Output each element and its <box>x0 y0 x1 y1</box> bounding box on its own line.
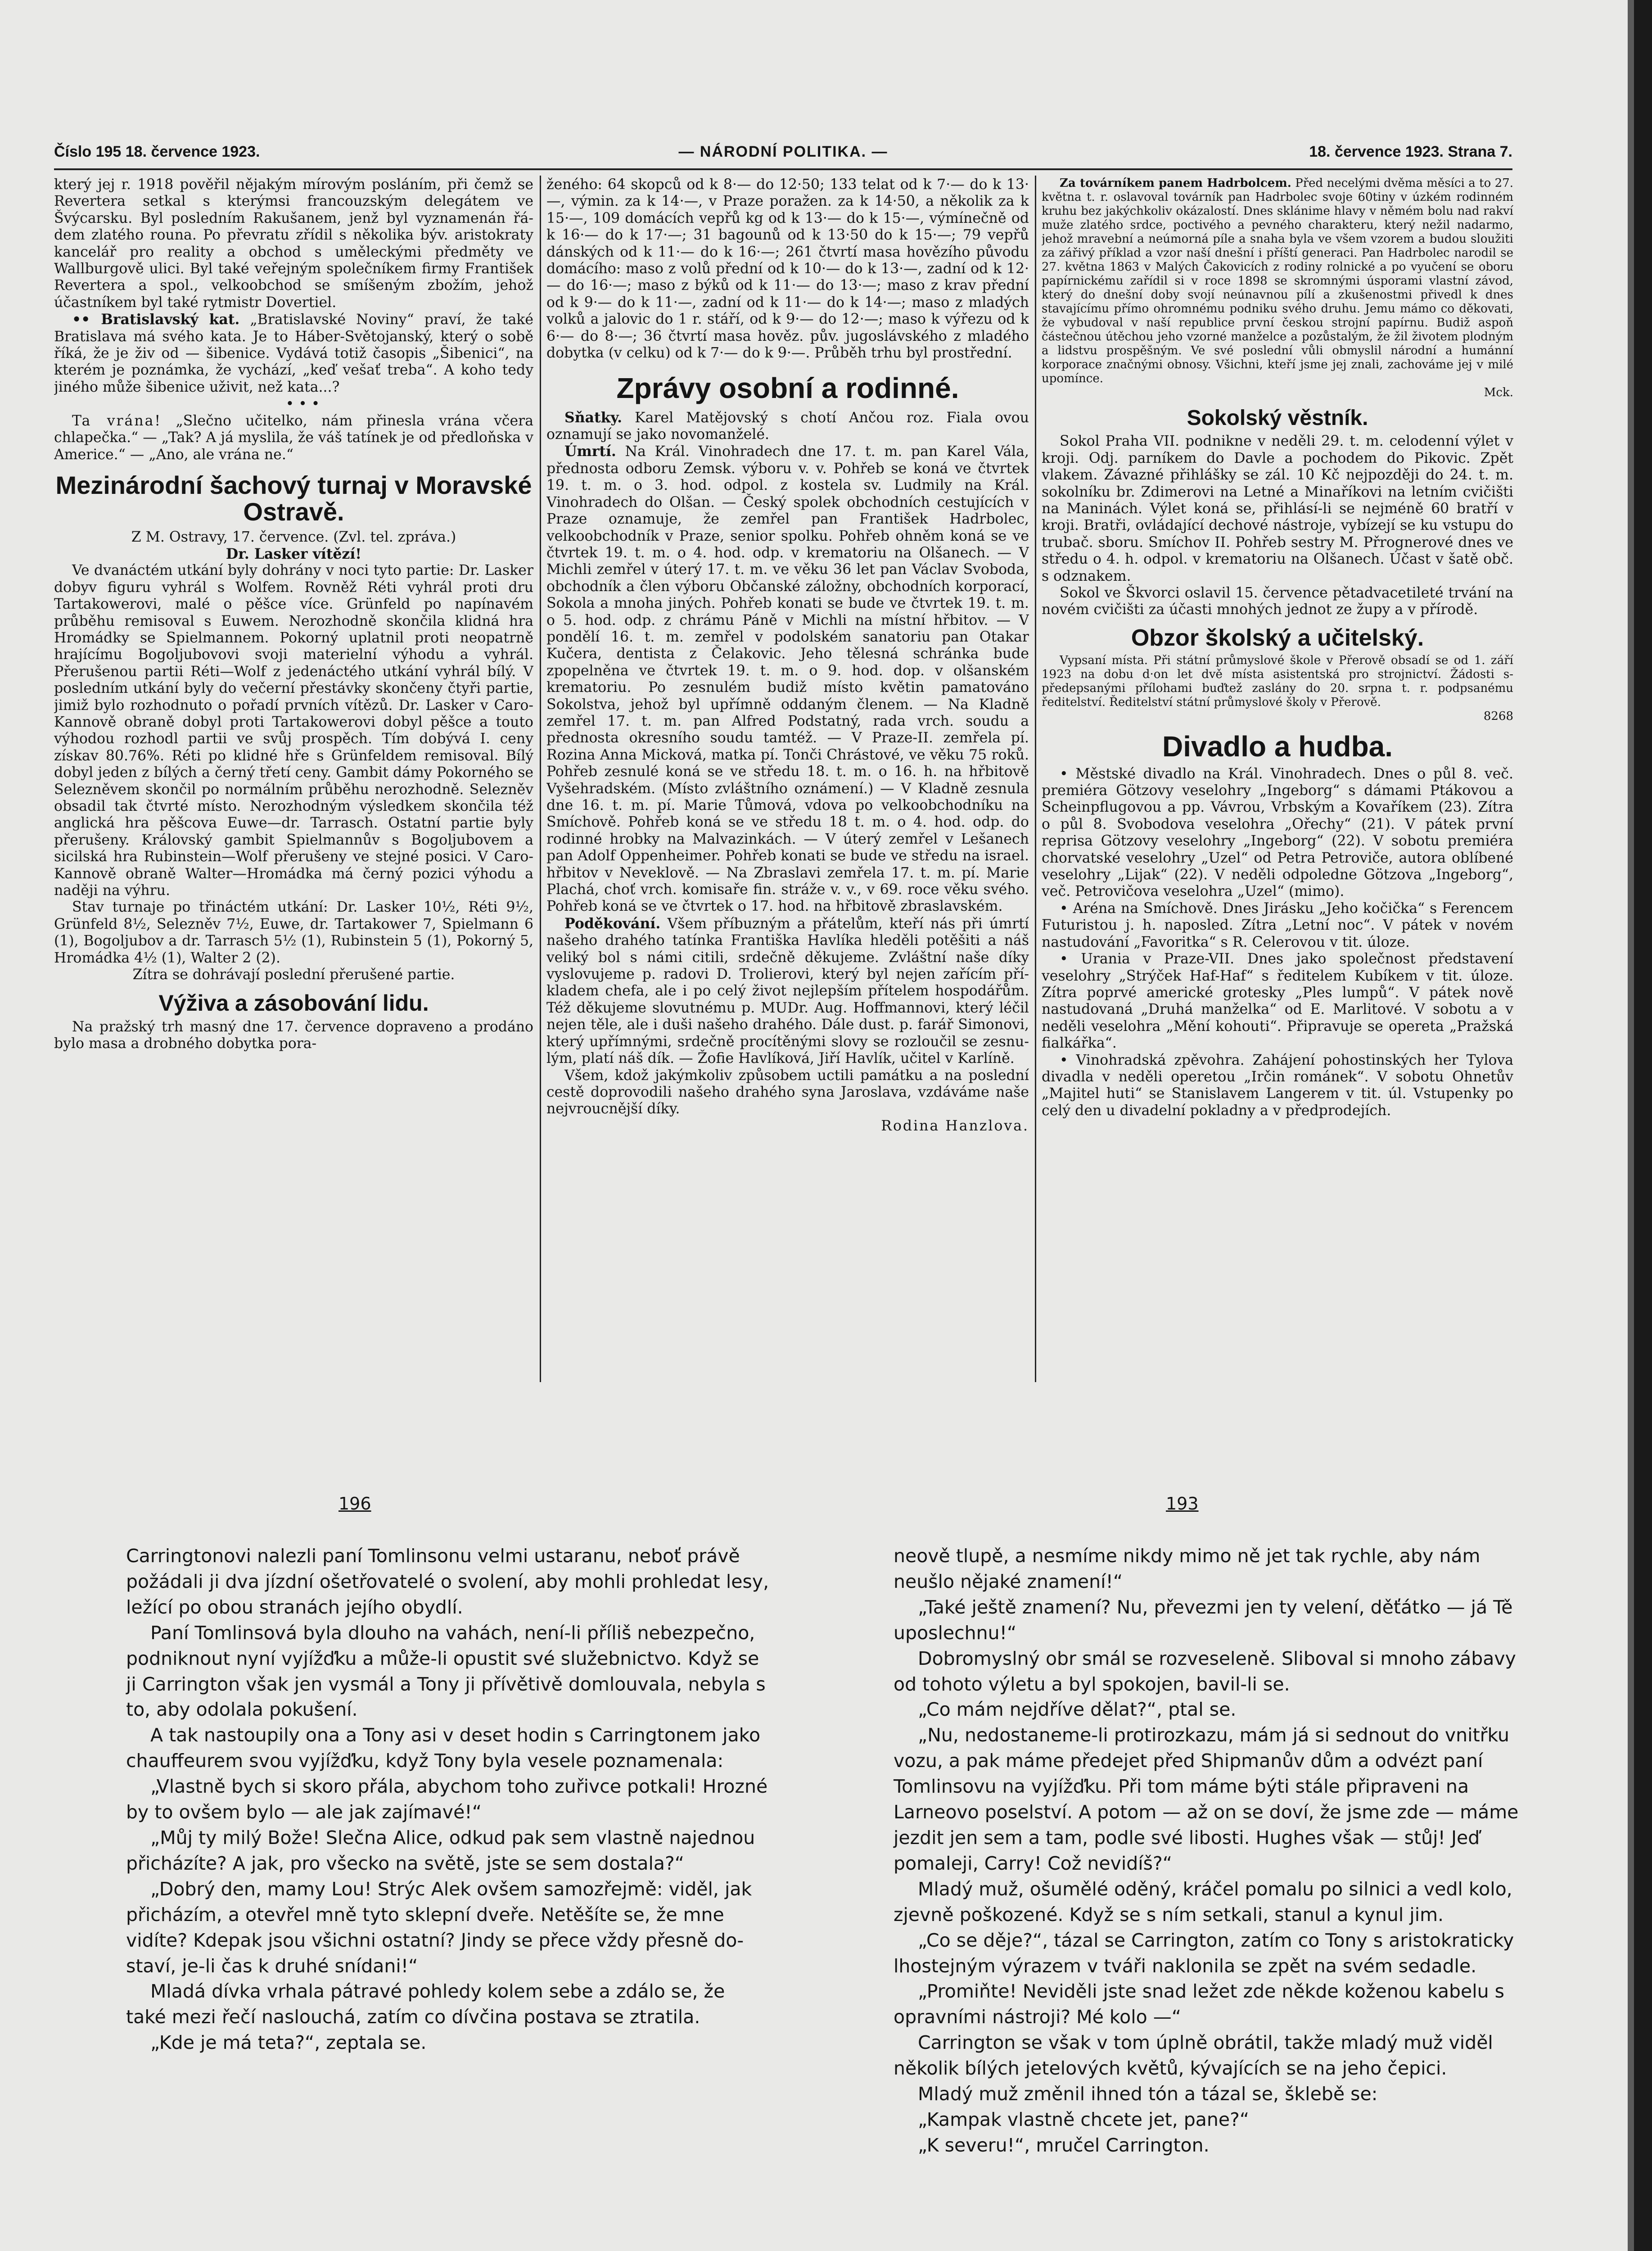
meat-market-report: ženého: 64 skopců od k 8·— do 12·50; 133 telat od k 7·— do k 13·—, výmin. za k 14·—, v Praze poražen. za k 14·50, a několik za k 15·—, 109 domácích vepřů kg od k 13·— do k 15·—, výmínečně od k 16·— do k 17·—; 31 bagounů od k 13·50 do k 15·—; 79 vepřů dánských od k 11·— do k 16·—; 261 čtvrtí masa hovězího původu domácího: maso z volů přední od k 10·— do k 13·—, zadní od k 12·— do 16·—; maso z býků od k 11·— do 13·—; maso z krav přední od k 9·— do k 11·—, zadní od k 11·— do k 14·—; maso z mladých volků a jalovic do 1 r. stáří, od k 9·— do 12·—; maso k výřezu od k 6·— do 8·—; 36 čtvrtí masa hověz. pův. jugoslávského z mladého dobytka (v celku) od k 7·— do k 9·—. Průběh trhu byl prostřední. <box>546 176 1029 362</box>
scan-edge-gray <box>1628 0 1634 2251</box>
novel-right-paragraph: Mladý muž, ošumělé oděný, kráčel pomalu po silnici a vedl kolo, zjevně poškozené. Když se s ním setkali, stanul a kynul jim. <box>894 1878 1512 1926</box>
vrana-text: „Slečno učitelko, nám přinesla vrána včera chlapečka.“ — „Tak? A já myslila, že váš tatínek je od předloňska v Americe.“ — „Ano, ale vrána ne.“ <box>54 412 533 463</box>
school-text: Vypsaní místa. Při státní průmyslové škole v Přerově obsadí se od 1. září 1923 na dobu d·on let dvě místa asistentská pro strojnictví. Žádosti spředepsanými přílohami buďtež zaslány do 20. srpna t. r. podpsanému ředitelství. Ředitelství státní průmyslové školy v Přerově. <box>1042 654 1513 710</box>
novel-left-paragraph: „Můj ty milý Bože! Slečna Alice, odkud pak sem vlastně najednou přicházíte? A jak, pro všecko na světě, jste se sem dostala?“ <box>126 1826 755 1874</box>
novel-left-paragraph: „Dobrý den, mamy Lou! Strýc Alek ovšem samozřejmě: viděl, jak přicházím, a otevřel mně tyto sklepní dveře. Netěšíte se, že mne vidíte? Kdepak jsou všichni ostatní? Jindy se přece vždy přesně dostaví, je-li čas k druhé snídani!“ <box>126 1878 752 1977</box>
hadrbolec-article <box>1042 176 1513 386</box>
novel-right-paragraph: „Také ještě znamení? Nu, převezmi jen ty velení, děťátko — já Tě uposlechnu!“ <box>894 1596 1513 1644</box>
sokol-title: Sokolský věstník. <box>1187 406 1368 430</box>
chess-note: Zítra se dohrávají poslední přerušené partie. <box>132 967 455 983</box>
newspaper-header <box>54 143 1512 170</box>
column-1 <box>54 176 533 1383</box>
theatre-vinohrady: • Městské divadlo na Král. Vinohradech. Dnes o půl 8. več. premiéra Götzovy veselohry „Ingeborg“ s dámami Ptákovou a Scheinpflugovou a pp. Vávrou, Vrbským a Kovaříkem (23). Zítra o půl 8. Svobodova veselohra „Ořechy“ (21). V pátek první reprisa Götzovy veselohry „Ingeborg“ (22). V sobotu premiéra chorvatské veselohry „Uzel“ od Petra Petroviče, autora oblíbené veselohry „Lijak“ (22). V neděli odpoledne Götzova „Ingeborg“, več. Petrovičova veselohra „Uzel“ (mimo). <box>1042 765 1513 900</box>
masthead: — NÁRODNÍ POLITIKA. — <box>678 143 888 160</box>
novel-page-right: 193 <box>1166 1494 1199 1514</box>
personal-news-title: Zprávy osobní a rodinné. <box>616 372 959 405</box>
hadrbolec-title: Za továrníkem panem Hadrbolcem. <box>1060 176 1291 190</box>
thanks <box>546 915 1029 1067</box>
sokol-text: Sokol Praha VII. podnikne v neděli 29. t. m. celodenní výlet v kroji. Odj. parníkem do Davle a pochodem do Pikovic. Zpět vlakem. Závazné přihlášky se zál. 10 Kč nejpozději do 24. t. m. sokolníku br. Zdimerovi na Letné a Minaříkovi na letním cvičišti na Maninách. Výlet koná se, přihlásí-li se nejméně 60 bratří v kroji. Bratři, ovládající dechové nástroje, vybízejí se ku vstupu do trubač. sboru. Smíchov II. Pohřeb sestry M. Přrognerové dnes ve středu o 4. h. odpol. v krematoriu na Olšanech. Účast v šatě obč. s odznakem. <box>1042 433 1513 584</box>
weddings-text: Karel Matějovský s chotí Ančou roz. Fiala ovou oznamují se jako novomanželé. <box>546 409 1029 443</box>
weddings-label: Sňatky. <box>564 409 623 426</box>
novel-right-paragraph: „Co mám nejdříve dělat?“, ptal se. <box>918 1699 1237 1721</box>
thanks-text: Všem příbuzným a přátelům, kteří nás při úmrtí našeho drahého tatínka Františka Havlíka hleděli potěšiti a náš veliký bol s námi citili, srdečně děkujeme. Zvláštní naše díky vyslovujeme p. radovi D. Trolierovi, který byl nejen zařícím příkladem chefa, ale i po celý život nejlepším přítelem hospodářům. Též děkujeme slovutnému p. MUDr. Aug. Hoffmannovi, který léčil nejen těle, ale i duši našeho drahého. Dále dust. p. farář Simonovi, který upřímnými, srdečně procítěnými slovy se rozloučil se zesnulým, platí náš dík. — Žofie Havlíková, Jiří Havlík, učitel v Karlíně. <box>546 915 1029 1067</box>
deaths-label: Úmrtí. <box>564 443 616 460</box>
issue-number: Číslo 195 18. července 1923. <box>54 143 260 160</box>
novel-page-left: 196 <box>339 1494 371 1514</box>
column-3 <box>1042 176 1513 1383</box>
revertera-article: který jej r. 1918 pověřil nějakým mírovým posláním, při čemž se Revertera setkal s kterýmsi francouzským delegátem ve Švýcarsku. Byl posledním Rakušanem, jenž byl vyznamenán řádem zlatého rouna. Po převratu zřídil s několika býv. aristokraty kancelář pro reality a obchod s uměleckými předměty ve Wallburgově ulici. Byl také veřejným společníkem firmy František Revertera a spol., velkoobchod se smíšeným zbožím, jehož účastníkem byl také rytmistr Dovertiel. <box>54 176 533 311</box>
novel-right-paragraph: Dobromyslný obr smál se rozveseleně. Sliboval si mnoho zábavy od tohoto výletu a byl spokojen, bavil-li se. <box>894 1647 1516 1695</box>
vrana-label: Ta vrána! <box>72 412 162 429</box>
column-2 <box>546 176 1029 1383</box>
page-info: 18. července 1923. Strana 7. <box>1309 143 1512 160</box>
weddings <box>546 409 1029 443</box>
hadrbolec-block <box>1042 176 1513 400</box>
novel-right-paragraph: „K severu!“, mručel Carrington. <box>918 2134 1210 2156</box>
bratislava-article <box>54 311 533 396</box>
deaths <box>546 443 1029 915</box>
food-text: Na pražský trh masný dne 17. července dopraveno a prodáno bylo masa a drobného dobytka pora- <box>54 1018 533 1052</box>
column-rule-1 <box>540 176 541 1382</box>
scan-edge-dark <box>1634 0 1652 2251</box>
novel-left-paragraph: „Vlastně bych si skoro přála, abychom toho zuřivce potkali! Hrozné by to ovšem bylo — ale jak zajímavé!“ <box>126 1776 768 1823</box>
chess-title: Mezinárodní šachový turnaj v Moravské Ostravě. <box>55 470 532 526</box>
novel-left-paragraph: A tak nastoupily ona a Tony asi v deset hodin s Carringtonem jako chauffeurem svou vyjížďku, když Tony byla vesele poznamenala: <box>126 1724 761 1772</box>
header-rule <box>54 168 1512 170</box>
thanks-signature: Rodina Hanzlova. <box>881 1117 1029 1134</box>
school-title: Obzor školský a učitelský. <box>1131 624 1424 651</box>
theatre-urania: • Urania v Praze-VII. Dnes jako společnost představení veselohry „Strýček Haf-Haf“ s ředitelem Kubíkem v tit. úloze. Zítra poprvé americké grotesky „Ples lumpů“. V pátek nově nastudovaná „Druhá manželka“ od E. Marlitové. V sobotu a v neděli veselohra „Mění kohouti“. Připravuje se opereta „Pražská fialkářka“. <box>1042 951 1513 1052</box>
novel-left-column <box>126 1543 770 2251</box>
theatre-arena: • Aréna na Smíchově. Dnes Jirásku „Jeho kočička“ s Ferencem Futuristou j. h. naposled. Zítra „Letní noc“. V pátek v novém nastudování „Favoritka“ s R. Celerovou v tit. úloze. <box>1042 900 1513 950</box>
column-rule-2 <box>1035 176 1036 1382</box>
separator-dots: • • • <box>285 396 320 412</box>
chess-subtitle: Dr. Lasker vítězí! <box>226 545 362 562</box>
novel-left-paragraph: Paní Tomlinsová byla dlouho na vahách, není-li příliš nebezpečno, podniknout nyní vyjížďku a může-li opustit své služebnictvo. Když se ji Carrington však jen vysmál a Tony ji přívětivě domlouvala, nebyla s to, aby odolala pokušení. <box>126 1622 766 1721</box>
bratislava-text: „Bratislavské Noviny“ praví, že také Bratislava má svého kata. Je to Háber-Světojanský, který o sobě říká, že je živ od — šibenice. Vydává totiž časopis „Šibenici“, na kterém je poznámka, že vychází, „keď vešať treba“. A koho tedy jiného může šibenice uživit, než kata...? <box>54 312 533 395</box>
thanks-2: Všem, kdož jakýmkoliv způsobem uctili památku a na poslední cestě doprovodili našeho drahého syna Jaroslava, vzdáváme naše nejvroucnější díky. <box>546 1067 1029 1117</box>
novel-left-paragraph: Carringtonovi nalezli paní Tomlinsonu velmi ustaranu, neboť právě požádali ji dva jízdní ošetřovatelé o svolení, aby mohli prohledat lesy, ležící po obou stranách jejího obydlí. <box>126 1545 769 1618</box>
novel-right-paragraph: „Kampak vlastně chcete jet, pane?“ <box>918 2108 1250 2130</box>
vrana-article <box>54 413 533 463</box>
novel-right-paragraph: „Promiňte! Neviděli jste snad ležet zde někde koženou kabelu s opravními nástroji? Mé kolo —“ <box>894 1980 1505 2028</box>
novel-right-column <box>894 1543 1533 2251</box>
sokol-text-2: Sokol ve Škvorci oslavil 15. července pětadvacetileté trvání na novém cvičišti za účasti mnohých jednot ze župy a v přírodě. <box>1042 585 1513 618</box>
chess-report: Ve dvanáctém utkání byly dohrány v noci tyto partie: Dr. Lasker dobyv figuru vyhrál s Wolfem. Rovněž Réti vyhrál proti dru Tartakowerovi, malé o pěšce více. Grünfeld po napínavém průběhu remisoval s Euwem. Nerozhodně skončila klidná hra Hromádky se Spielmannem. Pokorný uplatnil proti neopatrně hrajícímu Bogoljubovovi svoji materielní výhodu a vyhrál. Přerušenou partii Réti—Wolf z jedenáctého utkání vyhrál bílý. V posledním utkání byly do večerní přestávky skončeny čtyři partie, jimiž bylo rozhodnuto o pořadí prvních vítězů. Dr. Lasker v Caro-Kannově obraně dobyl proti Tartakowerovi dobyl pěšce a touto výhodou rozhodl partii ve svůj prospěch. Tím dobývá I. ceny získav 80.76%. Réti po klidné hře s Grünfeldem remisoval. Bílý dobyl jeden z bílých a černý třetí ceny. Gambit dámy Pokorného se Selezněvem skončil po normálním průběhu nerozhodně. Selezněv obsadil tak čtvrté místo. Nerozhodným výsledkem skončila též anglická hra pěšcova Euwe—dr. Tarrasch. Ostatní partie byly přerušeny. Královský gambit Spielmannův s Bogoljubovem a sicilská hra Rubinstein—Wolf přerušeny ve stejné posici. V CaroKannově obraně Walter—Hromádka má černý pozici výhodu a naději na výhru. <box>54 562 533 899</box>
novel-right-paragraph: neově tlupě, a nesmíme nikdy mimo ně jet tak rychle, aby nám neušlo nějaké znamení!“ <box>894 1545 1480 1592</box>
hadrbolec-signature: Mck. <box>1484 386 1513 399</box>
theatre-vinohrady-opera: • Vinohradská zpěvohra. Zahájení pohostinských her Tylova divadla v neděli operetou „Irčin románek“. V sobotu Ohnetův „Majitel huti“ se Stanislavem Langerem v tit. úl. Vstupenky po celý den u divadelní pokladny a v předprodejích. <box>1042 1052 1513 1119</box>
novel-right-paragraph: „Co se děje?“, tázal se Carrington, zatím co Tony s aristokraticky lhostejným výrazem v tváři naklonila se zpět na svém sedadle. <box>894 1929 1514 1977</box>
chess-standings: Stav turnaje po třináctém utkání: Dr. Lasker 10½, Réti 9½, Grünfeld 8½, Selezněv 7½, Euwe, dr. Tartakower 7, Spielmann 6 (1), Bogoljubov a dr. Tarrasch 5½ (1), Rubinstein 5 (1), Pokorný 5, Hromádka 4½ (1), Walter 2 (2). <box>54 899 533 966</box>
thanks-label: Poděkování. <box>564 915 661 932</box>
novel-left-paragraph: Mladá dívka vrhala pátravé pohledy kolem sebe a zdálo se, že také mezi řečí naslouchá, zatím co dívčina postava se ztratila. <box>126 1980 725 2028</box>
school-block <box>1042 654 1513 723</box>
school-ref: 8268 <box>1483 710 1513 723</box>
novel-right-paragraph: Mladý muž změnil ihned tón a tázal se, šklebě se: <box>918 2083 1378 2105</box>
chess-dateline: Z M. Ostravy, 17. července. (Zvl. tel. zpráva.) <box>131 529 456 545</box>
bratislava-label: •• Bratislavský kat. <box>72 311 240 328</box>
novel-right-paragraph: „Nu, nedostaneme-li protirozkazu, mám já si sednout do vnitřku vozu, a pak máme předejet před Shipmanův dům a odvézt paní Tomlinsovu na vyjížďku. Při tom máme býti stále připraveni na Larneovo poselství. A potom — až on se doví, že jsme zde — máme jezdit jen sem a tam, podle své libosti. Hughes však — stůj! Jeď pomaleji, Carry! Což nevidíš?“ <box>894 1724 1519 1874</box>
food-title: Výživa a zásobování lidu. <box>158 990 429 1016</box>
hadrbolec-text: Před necelými dvěma měsíci a to 27. května t. r. oslavoval továrník pan Hadrbolec svoje 60tiny v úzkém rodinném kruhu bez jakýchkoliv okázalostí. Dnes sklánime hlavy v němém bolu nad rakví muže zlatého srdce, poctivého a pevného charakteru, který nežil nadarmo, jehož mravební a neúmorná píle a snaha byla ve všem vzorem a budou sloužiti za zářivý příklad a vzor naší dnešní i příští generaci. Pan Hadrbolec narodil se 27. května 1863 v Malých Čakovicích z rodiny rolnické a po vyučení se oboru papírnickému zařídil si v roce 1898 se skromnými úsporami vlastní závod, který do dnešní doby svojí neúnavnou pílí a zkušenostmi přivedl k dnes stavajícímu přímo ohromnému podniku svého druhu. Jemu mámo co děkovati, že vybudoval v naší republice první českou strojní papírnu. Budiž aspoň částečnou útěchou jeho vzorné manželce a pozůstalým, že žil životem plodným a lidstvu prospěšným. Ve své poslední vůli obmyslil národní a humánní korporace značnými obnosy. Všichni, kteří jsme jej znali, zachováme jej v milé upomínce. <box>1042 176 1513 385</box>
novel-left-paragraph: „Kde je má teta?“, zeptala se. <box>150 2032 427 2054</box>
deaths-text: Na Král. Vinohradech dne 17. t. m. pan Karel Vála, přednosta odboru Zemsk. výboru v. v. Pohřeb se koná ve čtvrtek 19. t. m. o 3. hod. odpol. z kostela sv. Ludmily na Král. Vinohradech do Olšan. — Český spolek obchodních cestujících v Praze oznamuje, že zemřel pan František Hadrbolec, velkoobchodník v Praze, senior spolku. Pohřeb ohněm koná se ve čtvrtek 19. t. m. o 4. hod. odp. v krematoriu na Olšanech. — V Michli zemřel v úterý 17. t. m. ve věku 36 let pan Václav Svoboda, obchodník a člen výboru Občanské záložny, obchodních korporací, Sokola a mnoha jiných. Pohřeb konati se bude ve čtvrtek 19. t. m. o 5. hod. odp. z chrámu Páně v Michli na místní hřbitov. — V pondělí 16. t. m. zemřel v podolském sanatoriu pan Otakar Kučera, dentista z Čelakovic. Jeho tělesná schránka bude zpopelněna ve čtvrtek 19. t. m. o 9. hod. dop. v olšanském krematoriu. Po zesnulém budiž místo květin pamatováno Sokolstva, jehož byl upřímně oddaným členem. — Na Kladně zemřel 17. t. m. pan Alfred Podstatný, rada vrch. soudu a přednosta okresního soudu tamtéž. — V Praze-II. zemřela pí. Rozina Anna Micková, matka pí. Tonči Chrástové, ve věku 75 roků. Pohřeb zesnulé koná se ve středu 18. t. m. o 16. h. na hřbitově Vyšehradském. (Místo zvláštního oznámení.) — V Kladně zesnula dne 16. t. m. pí. Marie Tůmová, vdova po velkoobchodníku na Smíchově. Pohřeb koná se ve středu 18 t. m. o 4. hod. odp. do rodinné hrobky na Malvazinkách. — V úterý zemřel v Lešanech pan Adolf Oppenheimer. Pohřeb konati se bude ve středu na israel. hřbitov v Neveklově. — Na Zbraslavi zemřela 17. t. m. pí. Marie Plachá, choť vrch. komisaře fin. stráže v. v., v 69. roce věku svého. Pohřeb koná se ve čtvrtek o 17. hod. na hřbitově zbraslavském. <box>546 443 1029 915</box>
novel-right-paragraph: Carrington se však v tom úplně obrátil, takže mladý muž viděl několik bílých jetelových květů, kývajících se na jeho čepici. <box>894 2032 1493 2079</box>
theatre-title: Divadlo a hudba. <box>1162 730 1393 763</box>
